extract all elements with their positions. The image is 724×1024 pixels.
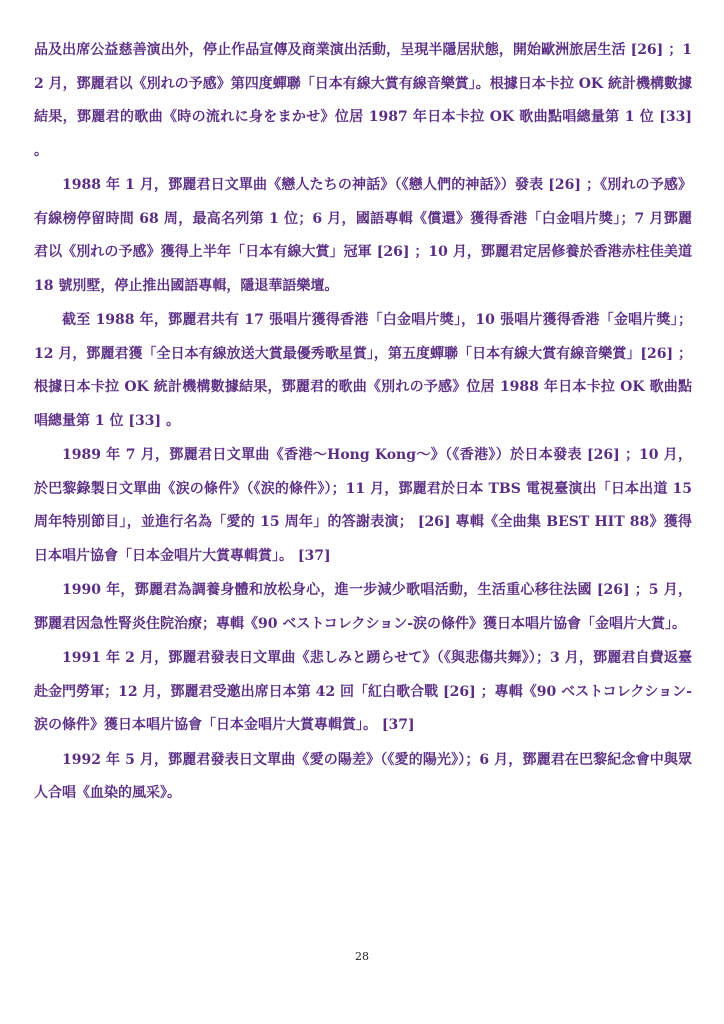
paragraph-1989: 1989 年 7 月，鄧麗君日文單曲《香港～Hong Kong～》（《香港》）於日本發表 [26] ；10 月，於巴黎錄製日文單曲《涙の條件》（《涙的條件》）；11 月，鄧麗君於日本 TBS 電視臺演出「日本出道 15 周年特別節目」，並進行名為「愛的 15 周年」的答謝表演； [26] 專輯《全曲集 BEST HIT 88》獲得日本唱片協會「日本金唱片大賞專輯賞」。 [37] [34, 447, 692, 564]
page-number: 28 [355, 950, 369, 963]
paragraph-1987-continued: 品及出席公益慈善演出外，停止作品宣傳及商業演出活動，呈現半隱居狀態，開始歐洲旅居生活 [26] ；12 月，鄧麗君以《別れの予感》第四度蟬聯「日本有線大賞有線音樂賞」。根據日本卡拉 OK 統計機構數據結果，鄧麗君的歌曲《時の流れに身をまかせ》位居 1987 年日本卡拉 OK 歌曲點唱總量第 1 位 [33] 。 [34, 42, 692, 159]
paragraph-1992: 1992 年 5 月，鄧麗君發表日文單曲《愛の陽差》（《愛的陽光》）；6 月，鄧麗君在巴黎紀念會中與眾人合唱《血染的風采》。 [34, 751, 692, 801]
paragraph-1988-january: 1988 年 1 月，鄧麗君日文單曲《戀人たちの神話》（《戀人們的神話》）發表 [26] ；《別れの予感》有線榜停留時間 68 周，最高名列第 1 位；6 月，國語專輯《償還》獲得香港「白金唱片獎」；7 月鄧麗君以《別れの予感》獲得上半年「日本有線大賞」冠軍 [26] ；10 月，鄧麗君定居修養於香港赤柱佳美道 18 號別墅，停止推出國語專輯，隱退華語樂壇。 [34, 177, 692, 294]
paragraph-1991: 1991 年 2 月，鄧麗君發表日文單曲《悲しみと踴らせて》（《與悲傷共舞》）；3 月，鄧麗君自費返臺赴金門勞軍；12 月，鄧麗君受邀出席日本第 42 回「紅白歌合戰 [26] ；專輯《90 ベストコレクション-涙の條件》獲日本唱片協會「日本金唱片大賞專輯賞」。 [37] [34, 650, 692, 733]
paragraph-1988-summary: 截至 1988 年，鄧麗君共有 17 張唱片獲得香港「白金唱片獎」，10 張唱片獲得香港「金唱片獎」；12 月，鄧麗君獲「全日本有線放送大賞最優秀歌星賞」，第五度蟬聯「日本有線大賞有線音樂賞」[26] ；根據日本卡拉 OK 統計機構數據結果，鄧麗君的歌曲《別れの予感》位居 1988 年日本卡拉 OK 歌曲點唱總量第 1 位 [33] 。 [34, 312, 692, 429]
paragraph-1990: 1990 年，鄧麗君為調養身體和放松身心，進一步減少歌唱活動，生活重心移往法國 [26] ；5 月，鄧麗君因急性腎炎住院治療；專輯《90 ベストコレクション-涙の條件》獲日本唱片協會「金唱片大賞」。 [34, 582, 692, 632]
body-text [34, 34, 692, 812]
